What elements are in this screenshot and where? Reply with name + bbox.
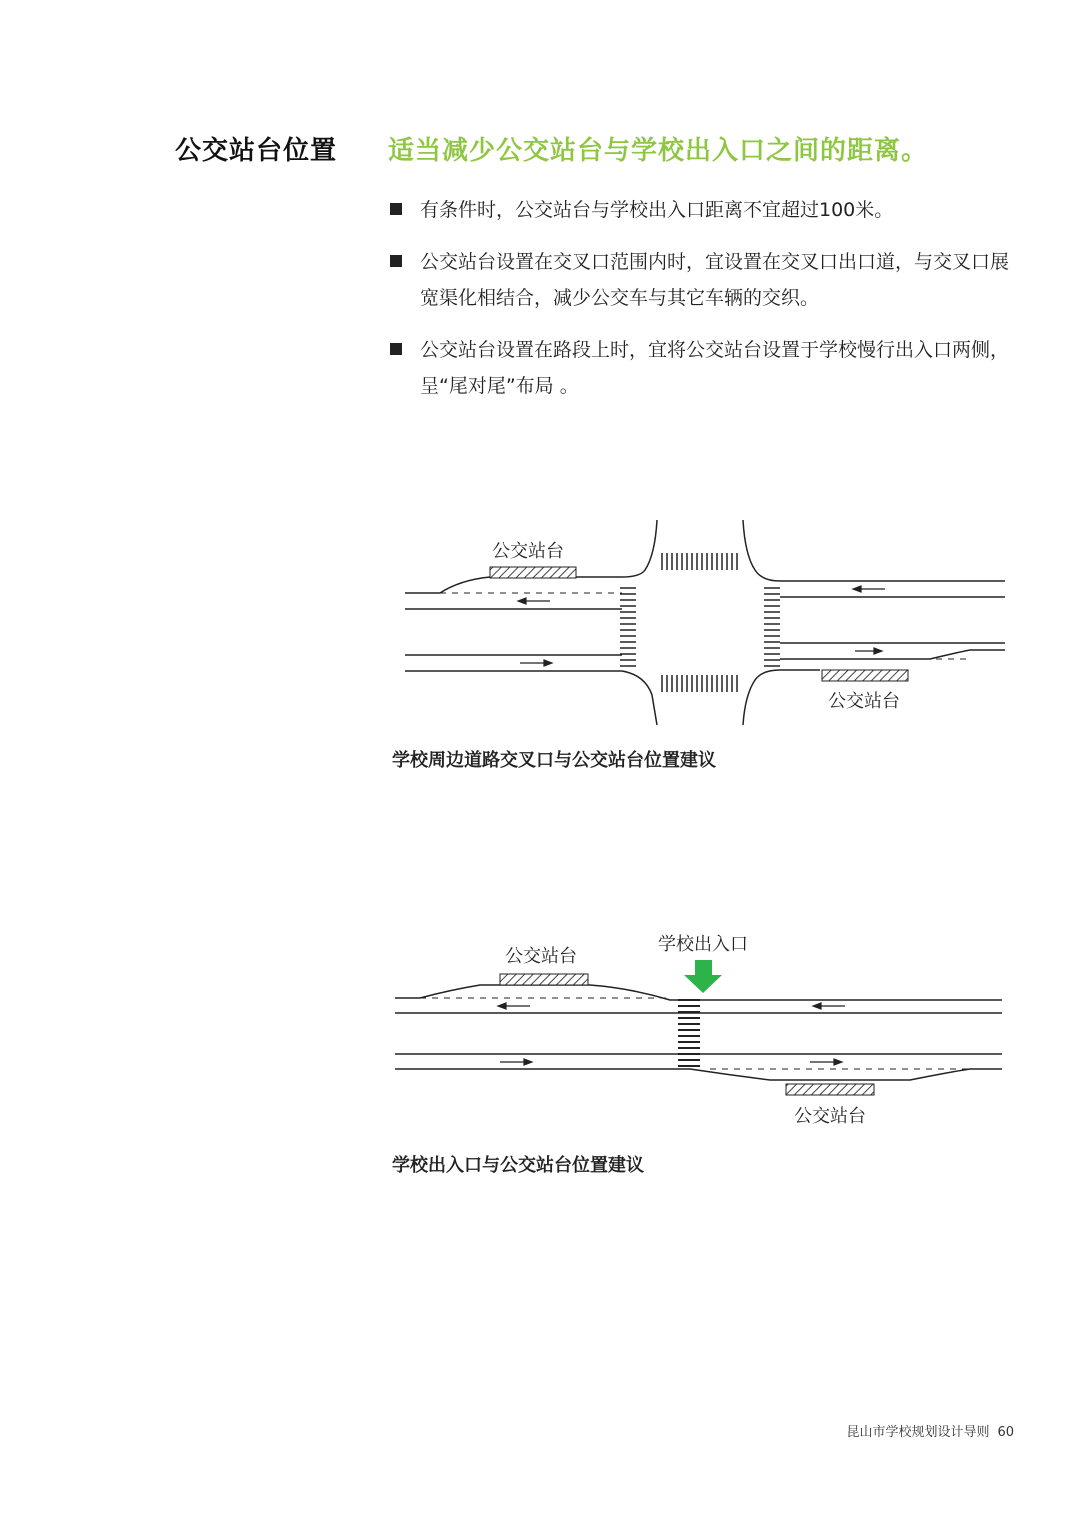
page-footer [838, 1421, 1014, 1440]
bullet-text: 公交站台设置在交叉口范围内时，宜设置在交叉口出口道，与交叉口展宽渠化相结合，减少公交车与其它车辆的交织。 [420, 251, 1010, 309]
footer-doc-title: 昆山市学校规划设计导则 [846, 1425, 990, 1440]
square-bullet-icon [390, 343, 402, 355]
bus-stop-platform-top [490, 567, 576, 578]
bus-stop-label-top: 公交站台 [505, 946, 577, 967]
headline: 适当减少公交站台与学校出入口之间的距离。 [388, 136, 929, 166]
bus-stop-platform-bottom [786, 1084, 874, 1095]
bullet-list [388, 192, 1018, 420]
section-title: 公交站台位置 [175, 136, 338, 166]
intersection-diagram [400, 515, 1010, 730]
bullet-item [388, 244, 1018, 316]
figure2-caption: 学校出入口与公交站台位置建议 [392, 1155, 644, 1176]
figure1-caption: 学校周边道路交叉口与公交站台位置建议 [392, 750, 716, 771]
bus-stop-platform-bottom [822, 670, 908, 681]
bullet-text: 公交站台设置在路段上时，宜将公交站台设置于学校慢行出入口两侧，呈“尾对尾”布局 。 [420, 339, 1010, 397]
square-bullet-icon [390, 255, 402, 267]
bullet-item [388, 192, 1018, 228]
bus-stop-label-top: 公交站台 [492, 541, 564, 562]
road-segment-diagram [390, 930, 1010, 1135]
bullet-text: 有条件时，公交站台与学校出入口距离不宜超过100米。 [420, 199, 894, 221]
page-number: 60 [997, 1425, 1014, 1440]
bus-stop-label-bottom: 公交站台 [794, 1106, 866, 1127]
square-bullet-icon [390, 203, 402, 215]
entrance-arrow-icon [684, 960, 722, 993]
school-entrance-label: 学校出入口 [658, 934, 748, 955]
bullet-item [388, 332, 1018, 404]
bus-stop-label-bottom: 公交站台 [828, 691, 900, 712]
bus-stop-platform-top [500, 974, 588, 985]
